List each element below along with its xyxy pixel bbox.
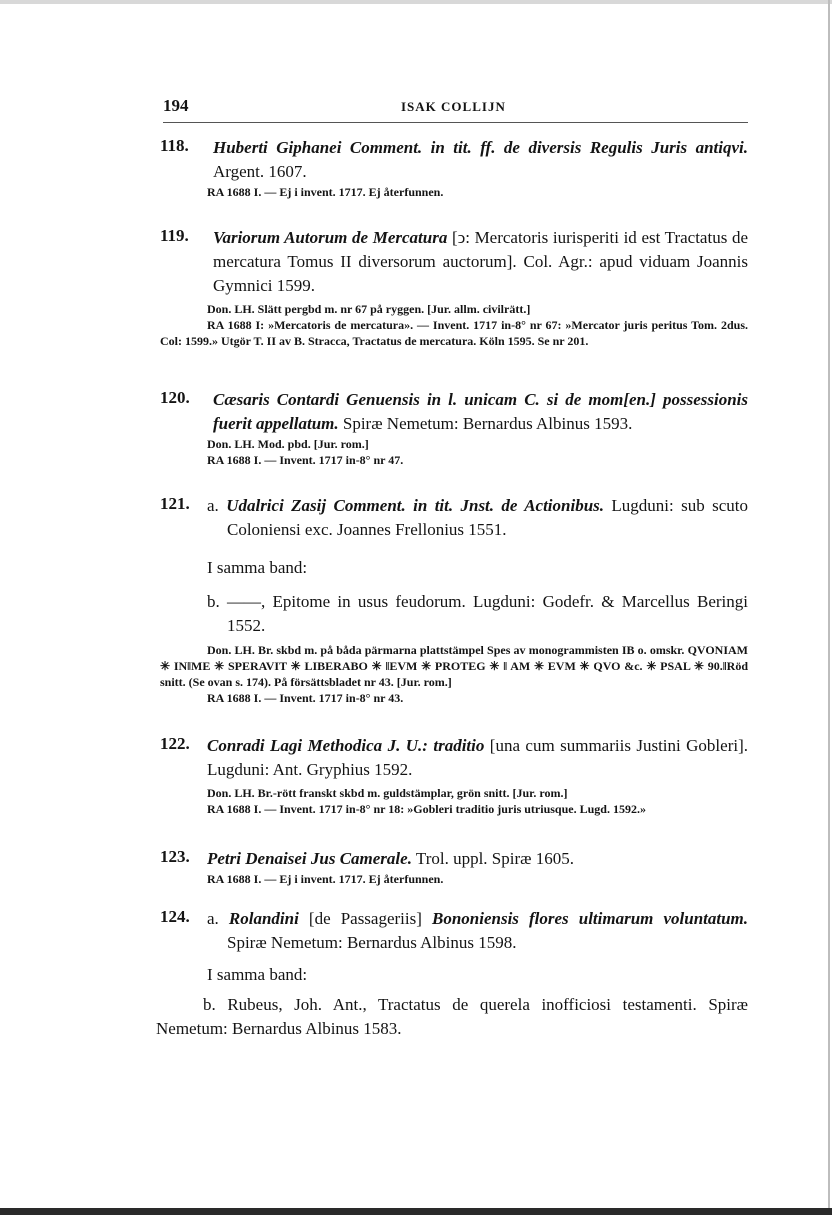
entry-118	[160, 136, 748, 200]
entry-heading	[213, 136, 748, 184]
page-number: 194	[163, 96, 189, 115]
entry-title: Cæsaris Contardi Genuensis in l. unicam C. si de mom[en.] possessionis fuerit appellatum.	[213, 390, 748, 433]
part-letter: b.	[207, 592, 220, 611]
scan-right-edge	[828, 0, 830, 1215]
part-letter: a.	[207, 496, 219, 515]
entry-part-b	[156, 993, 748, 1041]
part-text: ——, Epitome in usus feudorum. Lugduni: Godefr. & Marcellus Beringi 1552.	[227, 592, 748, 635]
running-head	[163, 96, 748, 123]
entry-note: Don. LH. Mod. pbd. [Jur. rom.]	[207, 437, 369, 451]
running-title: ISAK COLLIJN	[401, 99, 506, 114]
entry-heading	[213, 388, 748, 436]
entry-imprint: Lugduni: Ant. Gryphius 1592.	[207, 760, 413, 779]
scan-bottom-edge	[0, 1208, 832, 1215]
entry-imprint: Spiræ Nemetum: Bernardus Albinus 1593.	[342, 414, 633, 433]
entry-119	[160, 226, 748, 349]
entry-124	[156, 907, 749, 1041]
entry-heading	[207, 734, 748, 782]
entry-number: 120.	[160, 388, 190, 407]
entry-note: Don. LH. Br.-rött franskt skbd m. guldstämplar, grön snitt. [Jur. rom.]	[207, 786, 568, 800]
entry-part-b	[207, 590, 748, 638]
entry-title: Udalrici Zasij Comment. in tit. Jnst. de Actionibus.	[226, 496, 605, 515]
entry-imprint: Lugduni: sub scuto Coloniensi exc. Joannes Frellonius 1551.	[227, 496, 749, 539]
scan-top-edge	[0, 0, 832, 4]
entry-imprint: Argent. 1607.	[213, 162, 307, 181]
part-letter: b.	[203, 995, 216, 1014]
entry-note: RA 1688 I. — Invent. 1717 in-8° nr 18: »Gobleri traditio juris utriusque. Lugd. 1592.»	[207, 802, 646, 816]
entry-bracket-title: [una cum summariis Justini Gobleri].	[489, 736, 749, 755]
entry-number: 124.	[160, 907, 190, 926]
entry-122	[160, 734, 748, 817]
entry-heading	[213, 226, 748, 298]
entry-number: 121.	[160, 494, 190, 513]
entry-bracket-title: [de Passageriis]	[308, 909, 422, 928]
same-band-label: I samma band:	[207, 558, 308, 577]
entry-note: Don. LH. Slätt pergbd m. nr 67 på ryggen. [Jur. allm. civilrätt.]	[207, 302, 531, 316]
entry-number: 123.	[160, 847, 190, 866]
entry-number: 122.	[160, 734, 190, 753]
part-letter: a.	[207, 909, 219, 928]
entry-note: RA 1688 I. — Invent. 1717 in-8° nr 43.	[207, 691, 404, 705]
same-band-label: I samma band:	[207, 965, 308, 984]
entry-imprint: Spiræ Nemetum: Bernardus Albinus 1598.	[227, 933, 517, 952]
entry-imprint: Col. Agr.: apud viduam Joannis Gymnici 1599.	[213, 252, 749, 295]
entry-note: RA 1688 I: »Mercatoris de mercatura». — Invent. 1717 in-8° nr 67: »Mercator juris peritus Tom. 2dus. Col: 1599.» Utgör T. II av B. Stracca, Tractatus de mercatura. Köln 1595. Se nr 201.	[160, 318, 748, 348]
entry-note: RA 1688 I. — Invent. 1717 in-8° nr 47.	[207, 453, 404, 467]
entry-title: Rolandini	[228, 909, 299, 928]
entry-note: RA 1688 I. — Ej i invent. 1717. Ej återfunnen.	[207, 872, 444, 886]
entry-number: 119.	[160, 226, 189, 245]
entry-120	[160, 388, 748, 468]
entry-title: Huberti Giphanei Comment. in tit. ff. de diversis Regulis Juris antiqvi.	[213, 138, 748, 157]
entry-number: 118.	[160, 136, 189, 155]
entry-note: Don. LH. Br. skbd m. på båda pärmarna plattstämpel Spes av monogrammisten IB o. omskr. QVONIAM ✳ IN‖ME ✳ SPERAVIT ✳ LIBERABO ✳ ‖EVM ✳ PROTEG ✳ ‖ AM ✳ EVM ✳ QVO &c. ✳ PSAL ✳ 90.‖Röd snitt. (Se ovan s. 174). På försättsbladet nr 43. [Jur. rom.]	[160, 643, 748, 689]
entry-bracket-title: [ↄ: Mercatoris iurisperiti id est Tractatus de mercatura Tomus II diversorum auctorum].	[213, 228, 748, 271]
entry-title: Conradi Lagi Methodica J. U.: traditio	[207, 736, 485, 755]
part-text: Rubeus, Joh. Ant., Tractatus de querela inofficiosi testamenti. Spiræ Nemetum: Bernardus Albinus 1583.	[156, 995, 748, 1038]
entry-note: RA 1688 I. — Ej i invent. 1717. Ej återfunnen.	[207, 185, 444, 199]
entry-title: Variorum Autorum de Mercatura	[213, 228, 448, 247]
entry-imprint: Trol. uppl. Spiræ 1605.	[415, 849, 574, 868]
entry-part-a	[207, 494, 748, 542]
entry-123	[160, 847, 748, 887]
entry-part-a	[207, 907, 748, 955]
entry-title: Petri Denaisei Jus Camerale.	[207, 849, 412, 868]
entry-heading	[207, 847, 748, 871]
entry-title: Bononiensis flores ultimarum voluntatum.	[432, 909, 749, 928]
entry-121	[160, 494, 748, 706]
